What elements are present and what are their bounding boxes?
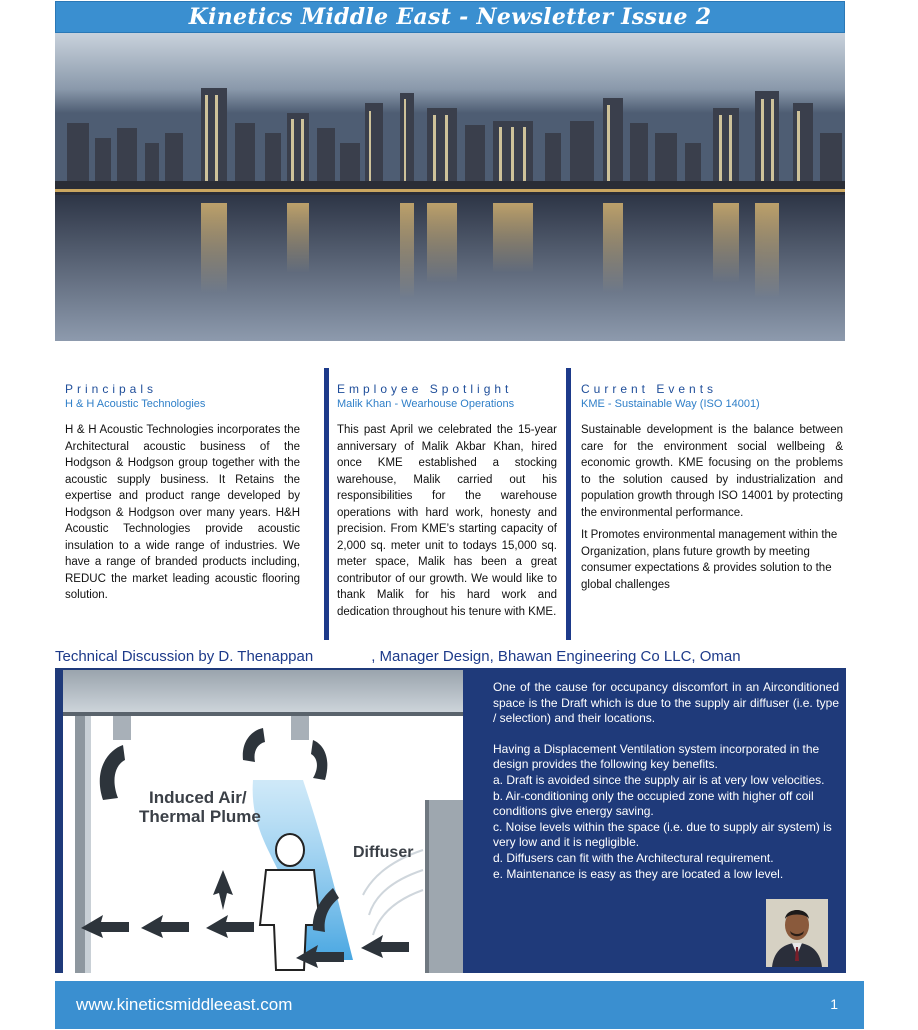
benefit-item: a. Draft is avoided since the supply air is at very low velocities. [493,772,825,787]
current-events-body: Sustainable development is the balance between care for the environment social wellbeing & economic growth. KME focusing on the problems to the solution caused by industrialization and population growth through ISO 14001 by protecting the environmental performance. [581,424,843,519]
hero-skyline-image [55,33,845,341]
principals-body: H & H Acoustic Technologies incorporates the Architectural acoustic business of the Hodgson & Hodgson group together with the acoustic supply business. It Retains the expertise and product range developed by Hodgson & Hodgson over many years. H&H Acoustic Technologies provide acoustic insulation to a wide range of industries. We have a range of branded products including, REDUC the market leading acoustic flooring solution. [65,424,300,601]
principals-heading: Principals [65,382,158,396]
benefit-item: b. Air-conditioning only the occupied zone with higher off coil conditions give energy saving. [493,788,814,819]
column-divider [566,368,571,640]
current-events-subheading: KME - Sustainable Way (ISO 14001) [581,398,760,410]
principals-column [65,378,300,604]
page-number: 1 [830,996,838,1012]
employee-spotlight-body: This past April we celebrated the 15-year anniversary of Malik Akbar Khan, hired once KME established a stocking warehouse, Malik carried out his responsibilities for the warehouse operations with hard work, honesty and precision. From KME’s starting capacity of 2,000 sq. meter unit to todays 15,000 sq. meter space, Malik has been a great contributor of our growth. We would like to thank Malik for his hard work and dedication throughout his tenure with KME. [337,424,557,618]
technical-text [493,680,839,882]
column-divider [324,368,329,640]
diffuser-label: Diffuser [353,844,414,861]
principals-subheading: H & H Acoustic Technologies [65,398,206,410]
technical-discussion-heading [55,648,835,669]
footer-bar [55,981,864,1029]
technical-heading-affiliation: , Manager Design, Bhawan Engineering Co LLC, Oman [371,648,741,665]
newsletter-title: Kinetics Middle East - Newsletter Issue 2 [188,4,712,30]
displacement-ventilation-diagram [63,670,463,973]
current-events-body-2: It Promotes environmental management within the Organization, plans future growth by meeting consumer expectations & provides solution to the global challenges [581,529,838,591]
technical-intro: One of the cause for occupancy discomfort in an Airconditioned space is the Draft which is due to the supply air diffuser (i.e. type / selection) and their locations. [493,680,839,726]
technical-heading-author: Technical Discussion by D. Thenappan [55,648,314,665]
website-link[interactable]: www.kineticsmiddleeast.com [76,995,293,1014]
title-banner [55,1,845,33]
benefit-item: c. Noise levels within the space (i.e. due to supply air system) is very low and it is negligible. [493,819,832,850]
employee-spotlight-subheading: Malik Khan - Wearhouse Operations [337,398,515,410]
current-events-column [581,378,843,593]
technical-benefits-intro: Having a Displacement Ventilation system incorporated in the design provides the following key benefits. [493,741,820,772]
employee-spotlight-heading: Employee Spotlight [337,382,513,396]
technical-discussion-panel [55,668,846,973]
employee-spotlight-column [337,378,557,620]
benefit-item: e. Maintenance is easy as they are located a low level. [493,866,784,881]
current-events-heading: Current Events [581,382,718,396]
author-portrait [766,899,828,967]
induced-air-label: Induced Air/ Thermal Plume [139,788,261,826]
benefit-item: d. Diffusers can fit with the Architectural requirement. [493,850,774,865]
